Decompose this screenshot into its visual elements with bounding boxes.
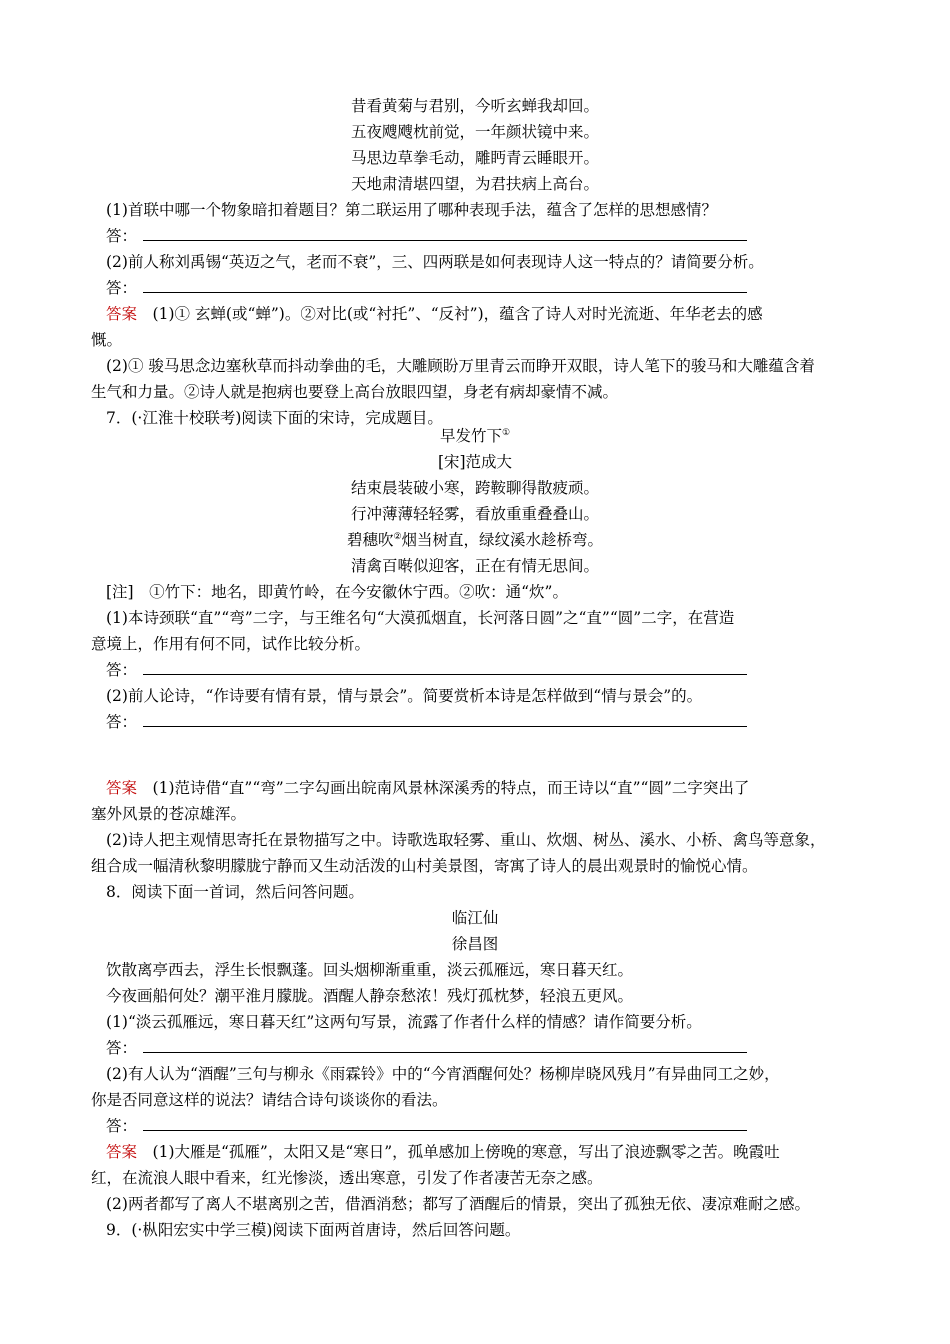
poem-line: 今夜画船何处？潮平淮月朦胧。酒醒人静奈愁浓！残灯孤枕梦，轻浪五更风。 bbox=[106, 987, 634, 1005]
answer-text: 塞外风景的苍凉雄浑。 bbox=[91, 805, 247, 823]
question-intro: 9．(·枞阳宏实中学三模)阅读下面两首唐诗，然后回答问题。 bbox=[106, 1221, 521, 1239]
answer-text: 红，在流浪人眼中看来，红光惨淡，透出寒意，引发了作者凄苦无奈之感。 bbox=[91, 1169, 603, 1187]
answer-text: (2)两者都写了离人不堪离别之苦，借酒消愁；都写了酒醒后的情景，突出了孤独无依、凄凉难耐之感。 bbox=[106, 1195, 810, 1213]
answer-paragraph: 答案 (1)① 玄蝉(或“蝉”)。②对比(或“衬托”、“反衬”)，蕴含了诗人对时光流逝、年华老去的感 bbox=[106, 305, 763, 323]
poem-line: 结束晨装破小寒，跨鞍聊得散疲顽。 bbox=[350, 479, 599, 497]
question-text: (1)首联中哪一个物象暗扣着题目？第二联运用了哪种表现手法，蕴含了怎样的思想感情？ bbox=[106, 201, 717, 219]
answer-text: 慨。 bbox=[91, 331, 123, 349]
question-text: (2)前人论诗，“作诗要有情有景，情与景会”。简要赏析本诗是怎样做到“情与景会”的。 bbox=[106, 687, 703, 705]
question-text: 你是否同意这样的说法？请结合诗句谈谈你的看法。 bbox=[91, 1091, 448, 1109]
answer-text: (2)诗人把主观情思寄托在景物描写之中。诗歌选取轻雾、重山、炊烟、树丛、溪水、小桥、禽鸟等意象， bbox=[106, 831, 826, 849]
question-intro: 8．阅读下面一首词，然后问答问题。 bbox=[106, 883, 364, 901]
answer-line bbox=[106, 712, 747, 732]
answer-line bbox=[106, 1038, 747, 1058]
answer-label: 答案 bbox=[106, 779, 138, 797]
question-text: (2)前人称刘禹锡“英迈之气，老而不衰”，三、四两联是如何表现诗人这一特点的？请简要分析。 bbox=[106, 253, 764, 271]
poem-line: 昔看黄菊与君别，今听玄蝉我却回。 bbox=[350, 97, 599, 115]
answer-blank bbox=[143, 662, 747, 675]
footnote-mark: ① bbox=[501, 427, 511, 438]
question-text: (1)“淡云孤雁远，寒日暮天红”这两句写景，流露了作者什么样的情感？请作简要分析。 bbox=[106, 1013, 702, 1031]
answer-prefix: 答： bbox=[106, 1117, 138, 1135]
answer-line bbox=[106, 1116, 747, 1136]
answer-prefix: 答： bbox=[106, 1039, 138, 1057]
poem-line: 马思边草拳毛动，雕眄青云睡眼开。 bbox=[350, 149, 599, 167]
question-text: 意境上，作用有何不同，试作比较分析。 bbox=[91, 635, 371, 653]
answer-text: (2)① 骏马思念边塞秋草而抖动拳曲的毛，大雕顾盼万里青云而睁开双眼，诗人笔下的骏马和大雕蕴含着 bbox=[106, 357, 815, 375]
answer-blank bbox=[143, 714, 747, 727]
question-text: (2)有人认为“酒醒”三句与柳永《雨霖铃》中的“今宵酒醒何处？杨柳岸晓风残月”有异曲同工之妙， bbox=[106, 1065, 780, 1083]
poem-line: 行冲薄薄轻轻雾，看放重重叠叠山。 bbox=[350, 505, 599, 523]
answer-line bbox=[106, 278, 747, 298]
answer-text: 生气和力量。②诗人就是抱病也要登上高台放眼四望，身老有病却豪情不减。 bbox=[91, 383, 619, 401]
poem-title: 早发竹下① bbox=[439, 427, 511, 445]
answer-line bbox=[106, 660, 747, 680]
answer-blank bbox=[143, 228, 747, 241]
poem-line: 饮散离亭西去，浮生长恨飘蓬。回头烟柳渐重重，淡云孤雁远，寒日暮天红。 bbox=[106, 961, 634, 979]
answer-line bbox=[106, 226, 747, 246]
answer-label: 答案 bbox=[106, 305, 138, 323]
answer-paragraph: 答案 (1)大雁是“孤雁”，太阳又是“寒日”，孤单感加上傍晚的寒意，写出了浪迹飘零之苦。晚霞吐 bbox=[106, 1143, 780, 1161]
question-text: (1)本诗颈联“直”“弯”二字，与王维名句“大漠孤烟直，长河落日圆”之“直”“圆”二字，在营造 bbox=[106, 609, 735, 627]
answer-prefix: 答： bbox=[106, 713, 138, 731]
answer-blank bbox=[143, 280, 747, 293]
answer-prefix: 答： bbox=[106, 661, 138, 679]
answer-blank bbox=[143, 1118, 747, 1131]
answer-paragraph: 答案 (1)范诗借“直”“弯”二字勾画出皖南风景林深溪秀的特点，而王诗以“直”“圆”二字突出了 bbox=[106, 779, 750, 797]
answer-prefix: 答： bbox=[106, 279, 138, 297]
answer-label: 答案 bbox=[106, 1143, 138, 1161]
footnote-mark: ② bbox=[393, 531, 402, 542]
poem-title: 临江仙 bbox=[451, 909, 499, 927]
poem-line: 碧穗吹②烟当树直，绿纹溪水趁桥弯。 bbox=[346, 531, 604, 549]
answer-text: 组合成一幅清秋黎明朦胧宁静而又生动活泼的山村美景图，寄寓了诗人的晨出观景时的愉悦心情。 bbox=[91, 857, 758, 875]
question-intro: 7．(·江淮十校联考)阅读下面的宋诗，完成题目。 bbox=[106, 409, 443, 427]
answer-blank bbox=[143, 1040, 747, 1053]
poem-author: [宋]范成大 bbox=[437, 453, 513, 471]
footnote: [注] ①竹下：地名，即黄竹岭，在今安徽休宁西。②吹：通“炊”。 bbox=[106, 583, 568, 601]
poem-line: 天地肃清堪四望，为君扶病上高台。 bbox=[350, 175, 599, 193]
answer-prefix: 答： bbox=[106, 227, 138, 245]
poem-author: 徐昌图 bbox=[451, 935, 499, 953]
poem-line: 清禽百啭似迎客，正在有情无思间。 bbox=[350, 557, 599, 575]
poem-line: 五夜飕飕枕前觉，一年颜状镜中来。 bbox=[350, 123, 599, 141]
